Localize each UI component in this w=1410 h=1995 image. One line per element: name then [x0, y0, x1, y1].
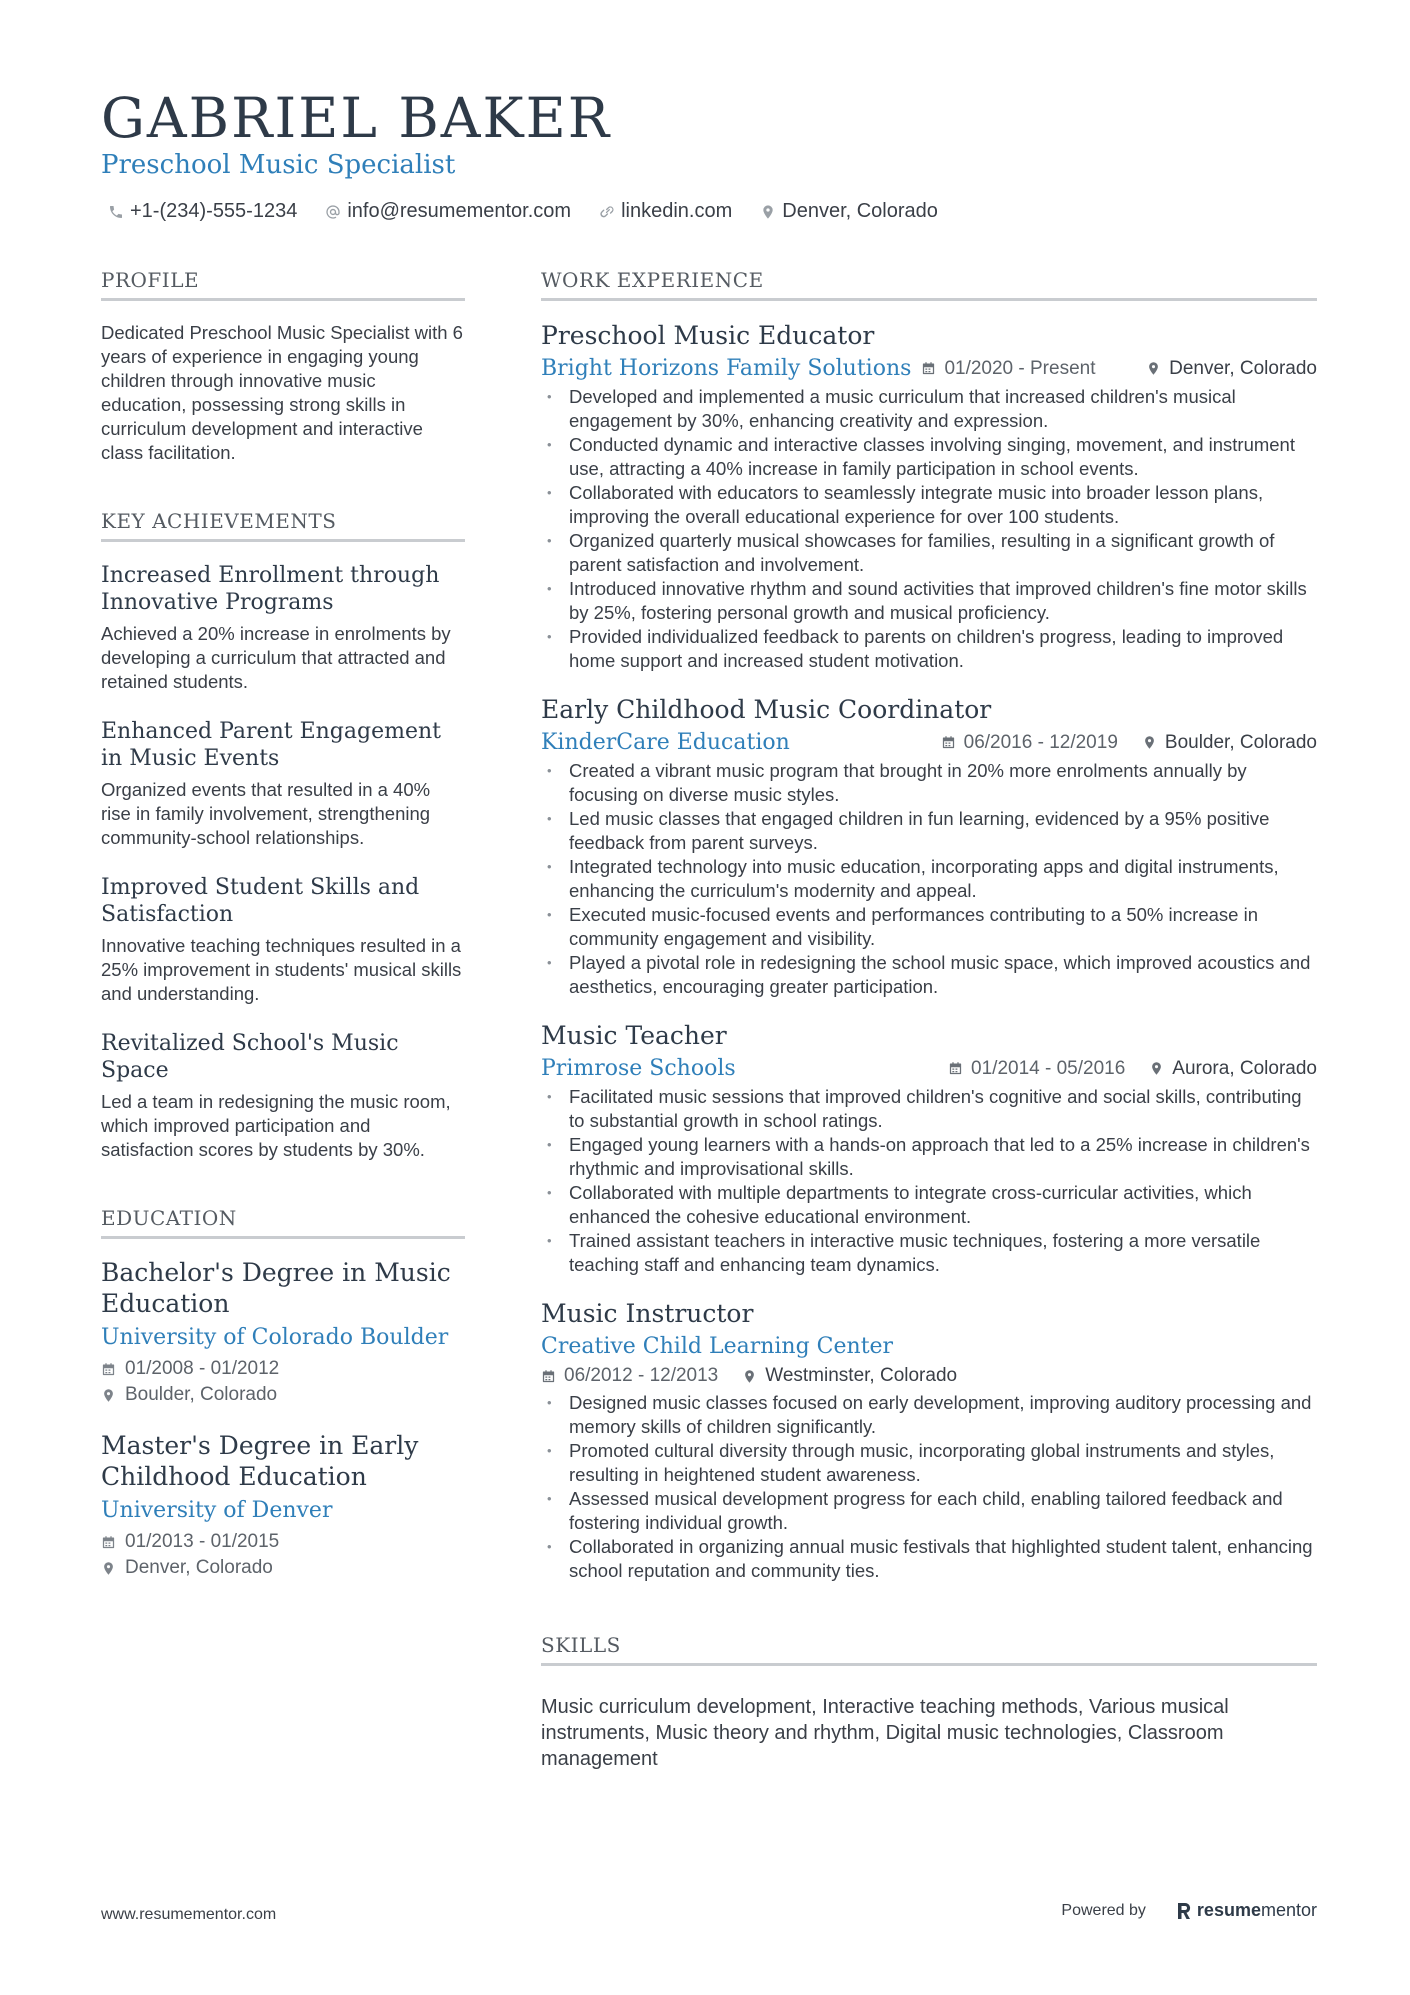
- achievement-item: [101, 562, 465, 694]
- job-entry: [541, 695, 1317, 999]
- company-name: Creative Child Learning Center: [541, 1334, 894, 1359]
- job-location-text: Denver, Colorado: [1169, 357, 1317, 379]
- job-meta: [541, 1365, 1317, 1387]
- location-pin-icon: [1142, 735, 1157, 750]
- job-title: Preschool Music Educator: [541, 321, 875, 350]
- brand-light: mentor: [1260, 1900, 1317, 1920]
- phone-icon: [108, 204, 124, 220]
- education-dates-text: 01/2013 - 01/2015: [125, 1531, 280, 1552]
- bullet-item: • Collaborated with multiple departments to integrate cross-curricular activities, which enhanced the cohesive educational environment.: [541, 1181, 1317, 1229]
- education-dates-text: 01/2008 - 01/2012: [125, 1358, 280, 1379]
- contact-email[interactable]: [325, 200, 571, 223]
- candidate-name: GABRIEL BAKER: [101, 86, 612, 150]
- job-entry: [541, 1299, 1317, 1583]
- achievement-title: Enhanced Parent Engagement in Music Events: [101, 719, 441, 771]
- achievement-desc: Organized events that resulted in a 40% rise in family involvement, strengthening community-school relationships.: [101, 779, 431, 848]
- bullet-item: • Conducted dynamic and interactive classes involving singing, movement, and instrument use, attracting a 40% increase in family participation in school events.: [541, 433, 1317, 481]
- job-location-text: Westminster, Colorado: [765, 1365, 958, 1386]
- location-pin-icon: [101, 1388, 116, 1403]
- job-bullets: [541, 1391, 1317, 1583]
- job-entry: [541, 321, 1317, 673]
- candidate-title: Preschool Music Specialist: [101, 150, 456, 180]
- achievement-title: Improved Student Skills and Satisfaction: [101, 875, 420, 927]
- education-location-text: Denver, Colorado: [125, 1557, 273, 1578]
- bullet-item: • Collaborated in organizing annual music festivals that highlighted student talent, enhancing school reputation and community ties.: [541, 1535, 1317, 1583]
- experience-heading: WORK EXPERIENCE: [541, 268, 1317, 301]
- job-bullets: [541, 1085, 1317, 1277]
- at-icon: [325, 204, 341, 220]
- bullet-item: • Integrated technology into music education, incorporating apps and digital instruments, enhancing the curriculum's modernity and appeal.: [541, 855, 1317, 903]
- job-location: [1146, 358, 1317, 380]
- bullet-item: • Provided individualized feedback to parents on children's progress, leading to improved home support and increased student motivation.: [541, 625, 1317, 673]
- bullet-item: • Organized quarterly musical showcases for families, resulting in a significant growth of parent satisfaction and involvement.: [541, 529, 1317, 577]
- job-meta-row: [541, 1056, 1317, 1081]
- education-item: [101, 1430, 465, 1579]
- job-meta-row: [541, 1334, 1317, 1359]
- job-entry: [541, 1021, 1317, 1277]
- job-meta: [948, 1058, 1317, 1080]
- bullet-item: • Executed music-focused events and performances contributing to a 50% increase in community engagement and visibility.: [541, 903, 1317, 951]
- email-link[interactable]: info@resumementor.com: [347, 200, 572, 222]
- bullet-item: • Designed music classes focused on early development, improving auditory processing and memory skills of children significantly.: [541, 1391, 1317, 1439]
- achievement-desc: Innovative teaching techniques resulted in a 25% improvement in students' musical skills and understanding.: [101, 935, 462, 1004]
- footer-branding: [1061, 1900, 1317, 1921]
- bullet-item: • Facilitated music sessions that improved children's cognitive and social skills, contributing to substantial growth in school ratings.: [541, 1085, 1317, 1133]
- school-name: University of Colorado Boulder: [101, 1325, 449, 1350]
- education-dates: [101, 1531, 465, 1553]
- bullet-item: • Introduced innovative rhythm and sound activities that improved children's fine motor skills by 25%, fostering personal growth and musical proficiency.: [541, 577, 1317, 625]
- bullet-item: • Collaborated with educators to seamlessly integrate music into broader lesson plans, improving the overall educational experience for over 100 students.: [541, 481, 1317, 529]
- calendar-icon: [101, 1535, 116, 1550]
- education-dates: [101, 1358, 465, 1380]
- linkedin-link[interactable]: linkedin.com: [621, 200, 733, 222]
- location-pin-icon: [742, 1369, 757, 1384]
- achievement-desc: Led a team in redesigning the music room, which improved participation and satisfaction scores by students by 30%.: [101, 1091, 451, 1160]
- education-location: [101, 1384, 465, 1406]
- education-item: [101, 1257, 465, 1406]
- job-title: Early Childhood Music Coordinator: [541, 695, 992, 724]
- degree-title: Master's Degree in Early Childhood Education: [101, 1431, 419, 1491]
- calendar-icon: [921, 361, 936, 376]
- brand-bold: resume: [1196, 1900, 1261, 1920]
- job-location-text: Boulder, Colorado: [1164, 731, 1317, 753]
- location-pin-icon: [101, 1561, 116, 1576]
- profile-text: Dedicated Preschool Music Specialist with 6 years of experience in engaging young children through innovative music education, possessing strong skills in curriculum development and interactive class facilitation.: [101, 322, 463, 463]
- skills-heading: SKILLS: [541, 1633, 1317, 1666]
- location-pin-icon: [1146, 361, 1161, 376]
- location-pin-icon: [760, 204, 776, 220]
- job-title: Music Instructor: [541, 1299, 754, 1328]
- education-location: [101, 1557, 465, 1579]
- job-dates-text: 01/2014 - 05/2016: [971, 1057, 1126, 1079]
- job-bullets: [541, 385, 1317, 673]
- left-column: [101, 268, 465, 1579]
- achievements-section: [101, 509, 465, 1162]
- bullet-item: • Trained assistant teachers in interactive music techniques, fostering a more versatile teaching staff and enhancing team dynamics.: [541, 1229, 1317, 1277]
- bullet-item: • Created a vibrant music program that brought in 20% more enrolments annually by focusing on diverse music styles.: [541, 759, 1317, 807]
- education-location-text: Boulder, Colorado: [125, 1384, 278, 1405]
- powered-by-text: Powered by: [1061, 1901, 1146, 1919]
- bullet-item: • Developed and implemented a music curriculum that increased children's musical engagement by 30%, enhancing creativity and expression.: [541, 385, 1317, 433]
- brand-logo[interactable]: [1176, 1900, 1317, 1921]
- job-location-text: Aurora, Colorado: [1172, 1057, 1317, 1079]
- link-icon: [599, 204, 615, 220]
- contact-linkedin[interactable]: [599, 200, 732, 223]
- brand-logo-icon: [1176, 1901, 1192, 1921]
- achievement-title: Increased Enrollment through Innovative Programs: [101, 563, 440, 615]
- right-column: [541, 268, 1317, 1772]
- job-meta: [941, 732, 1317, 754]
- job-bullets: [541, 759, 1317, 999]
- phone-text: +1-(234)-555-1234: [130, 200, 298, 222]
- degree-title: Bachelor's Degree in Music Education: [101, 1258, 451, 1318]
- achievement-title: Revitalized School's Music Space: [101, 1031, 399, 1083]
- job-title: Music Teacher: [541, 1021, 727, 1050]
- footer-website[interactable]: www.resumementor.com: [101, 1906, 277, 1923]
- profile-heading: PROFILE: [101, 268, 465, 301]
- job-meta-row: [541, 356, 1317, 381]
- calendar-icon: [101, 1362, 116, 1377]
- achievements-heading: KEY ACHIEVEMENTS: [101, 509, 465, 542]
- location-pin-icon: [1149, 1061, 1164, 1076]
- bullet-item: • Engaged young learners with a hands-on approach that led to a 25% increase in children's rhythmic and improvisational skills.: [541, 1133, 1317, 1181]
- education-section: [101, 1206, 465, 1579]
- contact-location: [760, 200, 938, 223]
- job-meta-row: [541, 730, 1317, 755]
- calendar-icon: [541, 1369, 556, 1384]
- company-name: Primrose Schools: [541, 1056, 736, 1081]
- job-dates-text: 01/2020 - Present: [944, 357, 1096, 379]
- bullet-item: • Led music classes that engaged children in fun learning, evidenced by a 95% positive feedback from parent surveys.: [541, 807, 1317, 855]
- job-dates-text: 06/2016 - 12/2019: [963, 731, 1118, 753]
- achievement-desc: Achieved a 20% increase in enrolments by developing a curriculum that attracted and retained students.: [101, 623, 451, 692]
- bullet-item: • Assessed musical development progress for each child, enabling tailored feedback and fostering individual growth.: [541, 1487, 1317, 1535]
- bullet-item: • Played a pivotal role in redesigning the school music space, which improved acoustics and aesthetics, encouraging greater participation.: [541, 951, 1317, 999]
- bullet-item: • Promoted cultural diversity through music, incorporating global instruments and styles, resulting in heightened student awareness.: [541, 1439, 1317, 1487]
- job-dates-text: 06/2012 - 12/2013: [564, 1365, 719, 1386]
- school-name: University of Denver: [101, 1498, 333, 1523]
- calendar-icon: [941, 735, 956, 750]
- profile-section: [101, 268, 465, 465]
- contact-phone: [108, 200, 297, 223]
- company-name: KinderCare Education: [541, 730, 790, 755]
- skills-section: [541, 1633, 1317, 1772]
- education-heading: EDUCATION: [101, 1206, 465, 1239]
- company-name: Bright Horizons Family Solutions: [541, 356, 912, 381]
- contact-bar: [108, 200, 966, 223]
- calendar-icon: [948, 1061, 963, 1076]
- skills-text: Music curriculum development, Interactive teaching methods, Various musical instruments, Music theory and rhythm, Digital music technologies, Classroom management: [541, 1696, 1229, 1770]
- achievement-item: [101, 1030, 465, 1162]
- achievement-item: [101, 718, 465, 850]
- achievement-item: [101, 874, 465, 1006]
- job-dates: [921, 358, 1095, 380]
- job-meta: [921, 358, 1317, 380]
- location-text: Denver, Colorado: [782, 200, 938, 222]
